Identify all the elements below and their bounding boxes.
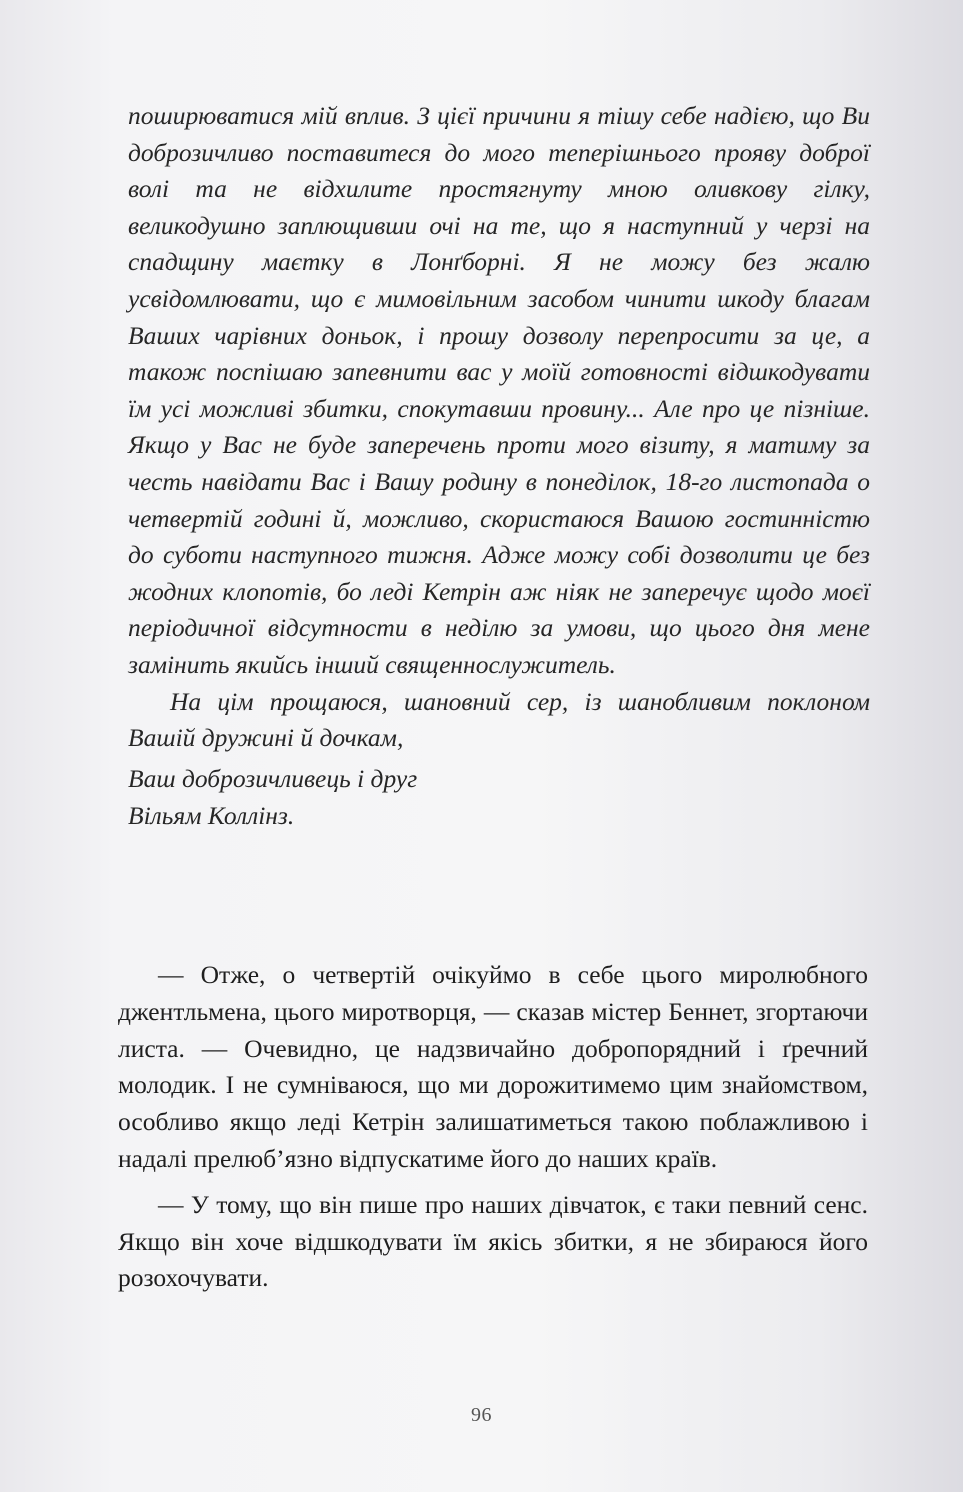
narrative-block [118,957,868,1297]
signature-line-2: Вільям Коллінз. [128,801,295,831]
letter-body: поширюватися мій вплив. З цієї причини я тішу себе надією, що Ви доброзичливо поставитеся до мого теперішнього прояву доброї волі та не відхилите простягнуту мною оливкову гілку, великодушно заплющивши очі на те, що я наступний у черзі на спадщину маєтку в Лонґборні. Я не можу без жалю усвідомлювати, що є мимовільним засобом чинити шкоду благам Ваших чарівних доньок, і прошу дозволу перепросити за це, а також поспішаю запевнити вас у моїй готовності відшкодувати їм усі можливі збитки, спокутавши провину... Але про це пізніше. Якщо у Вас не буде заперечень проти мого візиту, я матиму за честь навідати Вас і Вашу родину в понеділок, 18-го листопада о четвертій годині й, можливо, скористаюся Вашою гостинністю до суботи наступного тижня. Адже можу собі дозволити це без жодних клопотів, бо леді Кетрін аж ніяк не заперечує щодо моєї періодичної відсутности в неділю за умови, що цього дня мене замінить якийсь інший священнослужитель. [128,101,870,679]
letter-block [128,98,870,835]
signature-line-1: Ваш доброзичливець і друг [128,763,418,793]
narrative-paragraph-2: — У тому, що він пише про наших дівчаток, є таки певний сенс. Якщо він хоче відшкодувати їм якісь збитки, я не збираюся його розохочувати. [118,1189,868,1293]
page-number: 96 [471,1404,492,1426]
letter-signature [128,761,870,835]
letter-closing: На цім прощаюся, шановний сер, із шанобливим поклоном Вашій дружині й дочкам, [128,686,870,753]
narrative-paragraph-1: — Отже, о четвертій очікуймо в себе цього миролюбного джентльмена, цього миротворця, — сказав містер Беннет, згортаючи листа. — Очевидно, це надзвичайно добропорядний і ґречний молодик. І не сумніваюся, що ми дорожитимемо цим знайомством, особливо якщо леді Кетрін залишатиметься такою поблажливою і надалі прелюб’язно відпускатиме його до наших країв. [118,960,868,1173]
